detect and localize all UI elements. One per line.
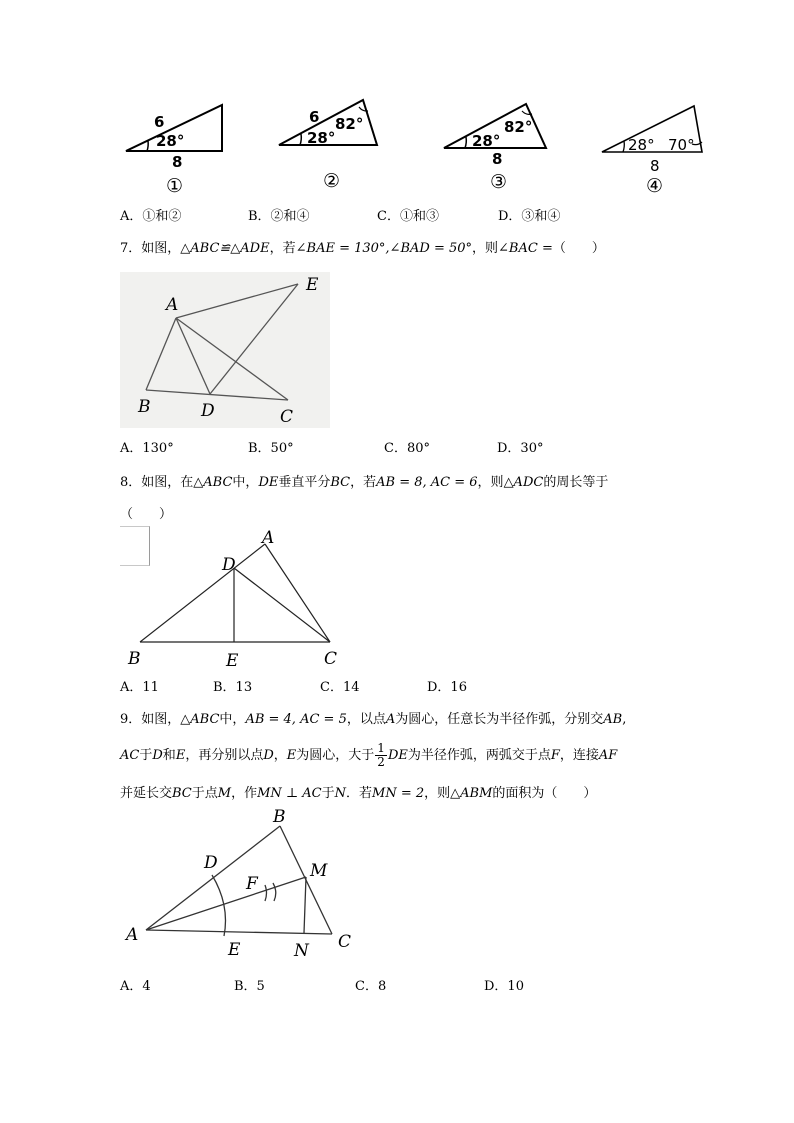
- q8-option-d[interactable]: D．16: [427, 680, 467, 695]
- q7-figure: [120, 272, 330, 428]
- q6-triangle-2: [275, 95, 385, 195]
- q9-stem-line3: 并延长交BC于点M，作MN ⊥ AC于N．若MN = 2，则△ABM的面积为（ ）: [120, 786, 597, 801]
- svg-text:28°: 28°: [307, 129, 336, 147]
- svg-text:C: C: [338, 932, 352, 952]
- q6-option-d[interactable]: D．③和④: [498, 209, 561, 224]
- svg-text:28°: 28°: [156, 132, 185, 150]
- svg-text:C: C: [324, 649, 338, 669]
- svg-text:M: M: [310, 861, 328, 881]
- q9-option-d[interactable]: D．10: [484, 979, 524, 994]
- svg-text:B: B: [138, 397, 151, 417]
- svg-text:D: D: [201, 401, 215, 421]
- svg-text:③: ③: [490, 171, 508, 193]
- svg-text:82°: 82°: [504, 118, 533, 136]
- fraction-one-half: $\frac{1}{2}$: [377, 741, 385, 769]
- q6-option-a[interactable]: A．①和②: [120, 209, 182, 224]
- q8-figure: [120, 528, 360, 670]
- q8-answer-paren: （ ）: [120, 507, 173, 522]
- svg-text:N: N: [294, 941, 309, 961]
- q9-option-a[interactable]: A．4: [120, 979, 151, 994]
- q7-stem: 7．如图，△ABC≌△ADE，若∠BAE = 130°,∠BAD = 50°，则∠BAC =（ ）: [120, 241, 605, 256]
- svg-text:8: 8: [172, 153, 183, 171]
- q8-option-c[interactable]: C．14: [320, 680, 360, 695]
- svg-text:①: ①: [166, 175, 184, 195]
- svg-text:6: 6: [154, 113, 165, 131]
- q6-triangle-3: [440, 100, 555, 200]
- svg-text:E: E: [226, 651, 239, 670]
- svg-text:A: A: [166, 295, 179, 315]
- svg-text:E: E: [306, 275, 319, 295]
- q9-stem-line2: AC于D和E，再分别以点D，E为圆心，大于 $\frac{1}{2}$ DE为半径作弧，两弧交于点F，连接AF: [120, 741, 618, 769]
- svg-text:82°: 82°: [335, 115, 364, 133]
- q6-triangle-1: [120, 95, 230, 195]
- q6-option-c[interactable]: C．①和③: [377, 209, 439, 224]
- q7-option-b[interactable]: B．50°: [248, 441, 294, 456]
- svg-text:②: ②: [323, 170, 341, 192]
- q9-figure: [120, 805, 370, 965]
- svg-text:28°: 28°: [472, 132, 501, 150]
- q7-option-d[interactable]: D．30°: [497, 441, 544, 456]
- svg-text:B: B: [128, 649, 141, 669]
- svg-text:D: D: [222, 555, 236, 575]
- svg-text:8: 8: [492, 150, 503, 168]
- svg-text:8: 8: [650, 157, 660, 175]
- svg-text:28°: 28°: [628, 136, 655, 154]
- q8-option-b[interactable]: B．13: [213, 680, 253, 695]
- q7-option-c[interactable]: C．80°: [384, 441, 430, 456]
- q8-option-a[interactable]: A．11: [120, 680, 159, 695]
- svg-text:B: B: [273, 807, 286, 827]
- q9-option-c[interactable]: C．8: [355, 979, 387, 994]
- svg-text:C: C: [280, 407, 294, 427]
- svg-text:D: D: [204, 853, 218, 873]
- q9-stem-line1: 9．如图，△ABC中，AB = 4, AC = 5，以点A为圆心，任意长为半径作弧，分别交AB,: [120, 712, 627, 727]
- q8-stem: 8．如图，在△ABC中，DE垂直平分BC，若AB = 8, AC = 6，则△ADC的周长等于: [120, 475, 609, 490]
- q6-triangle-4: [598, 100, 713, 200]
- svg-text:F: F: [246, 874, 258, 894]
- svg-text:④: ④: [646, 175, 664, 197]
- svg-text:70°: 70°: [668, 136, 695, 154]
- svg-text:A: A: [262, 528, 275, 548]
- q6-option-b[interactable]: B．②和④: [248, 209, 310, 224]
- q9-option-b[interactable]: B．5: [234, 979, 265, 994]
- q7-option-a[interactable]: A．130°: [120, 441, 174, 456]
- svg-text:A: A: [126, 925, 139, 945]
- svg-text:E: E: [228, 940, 241, 960]
- svg-text:6: 6: [309, 108, 320, 126]
